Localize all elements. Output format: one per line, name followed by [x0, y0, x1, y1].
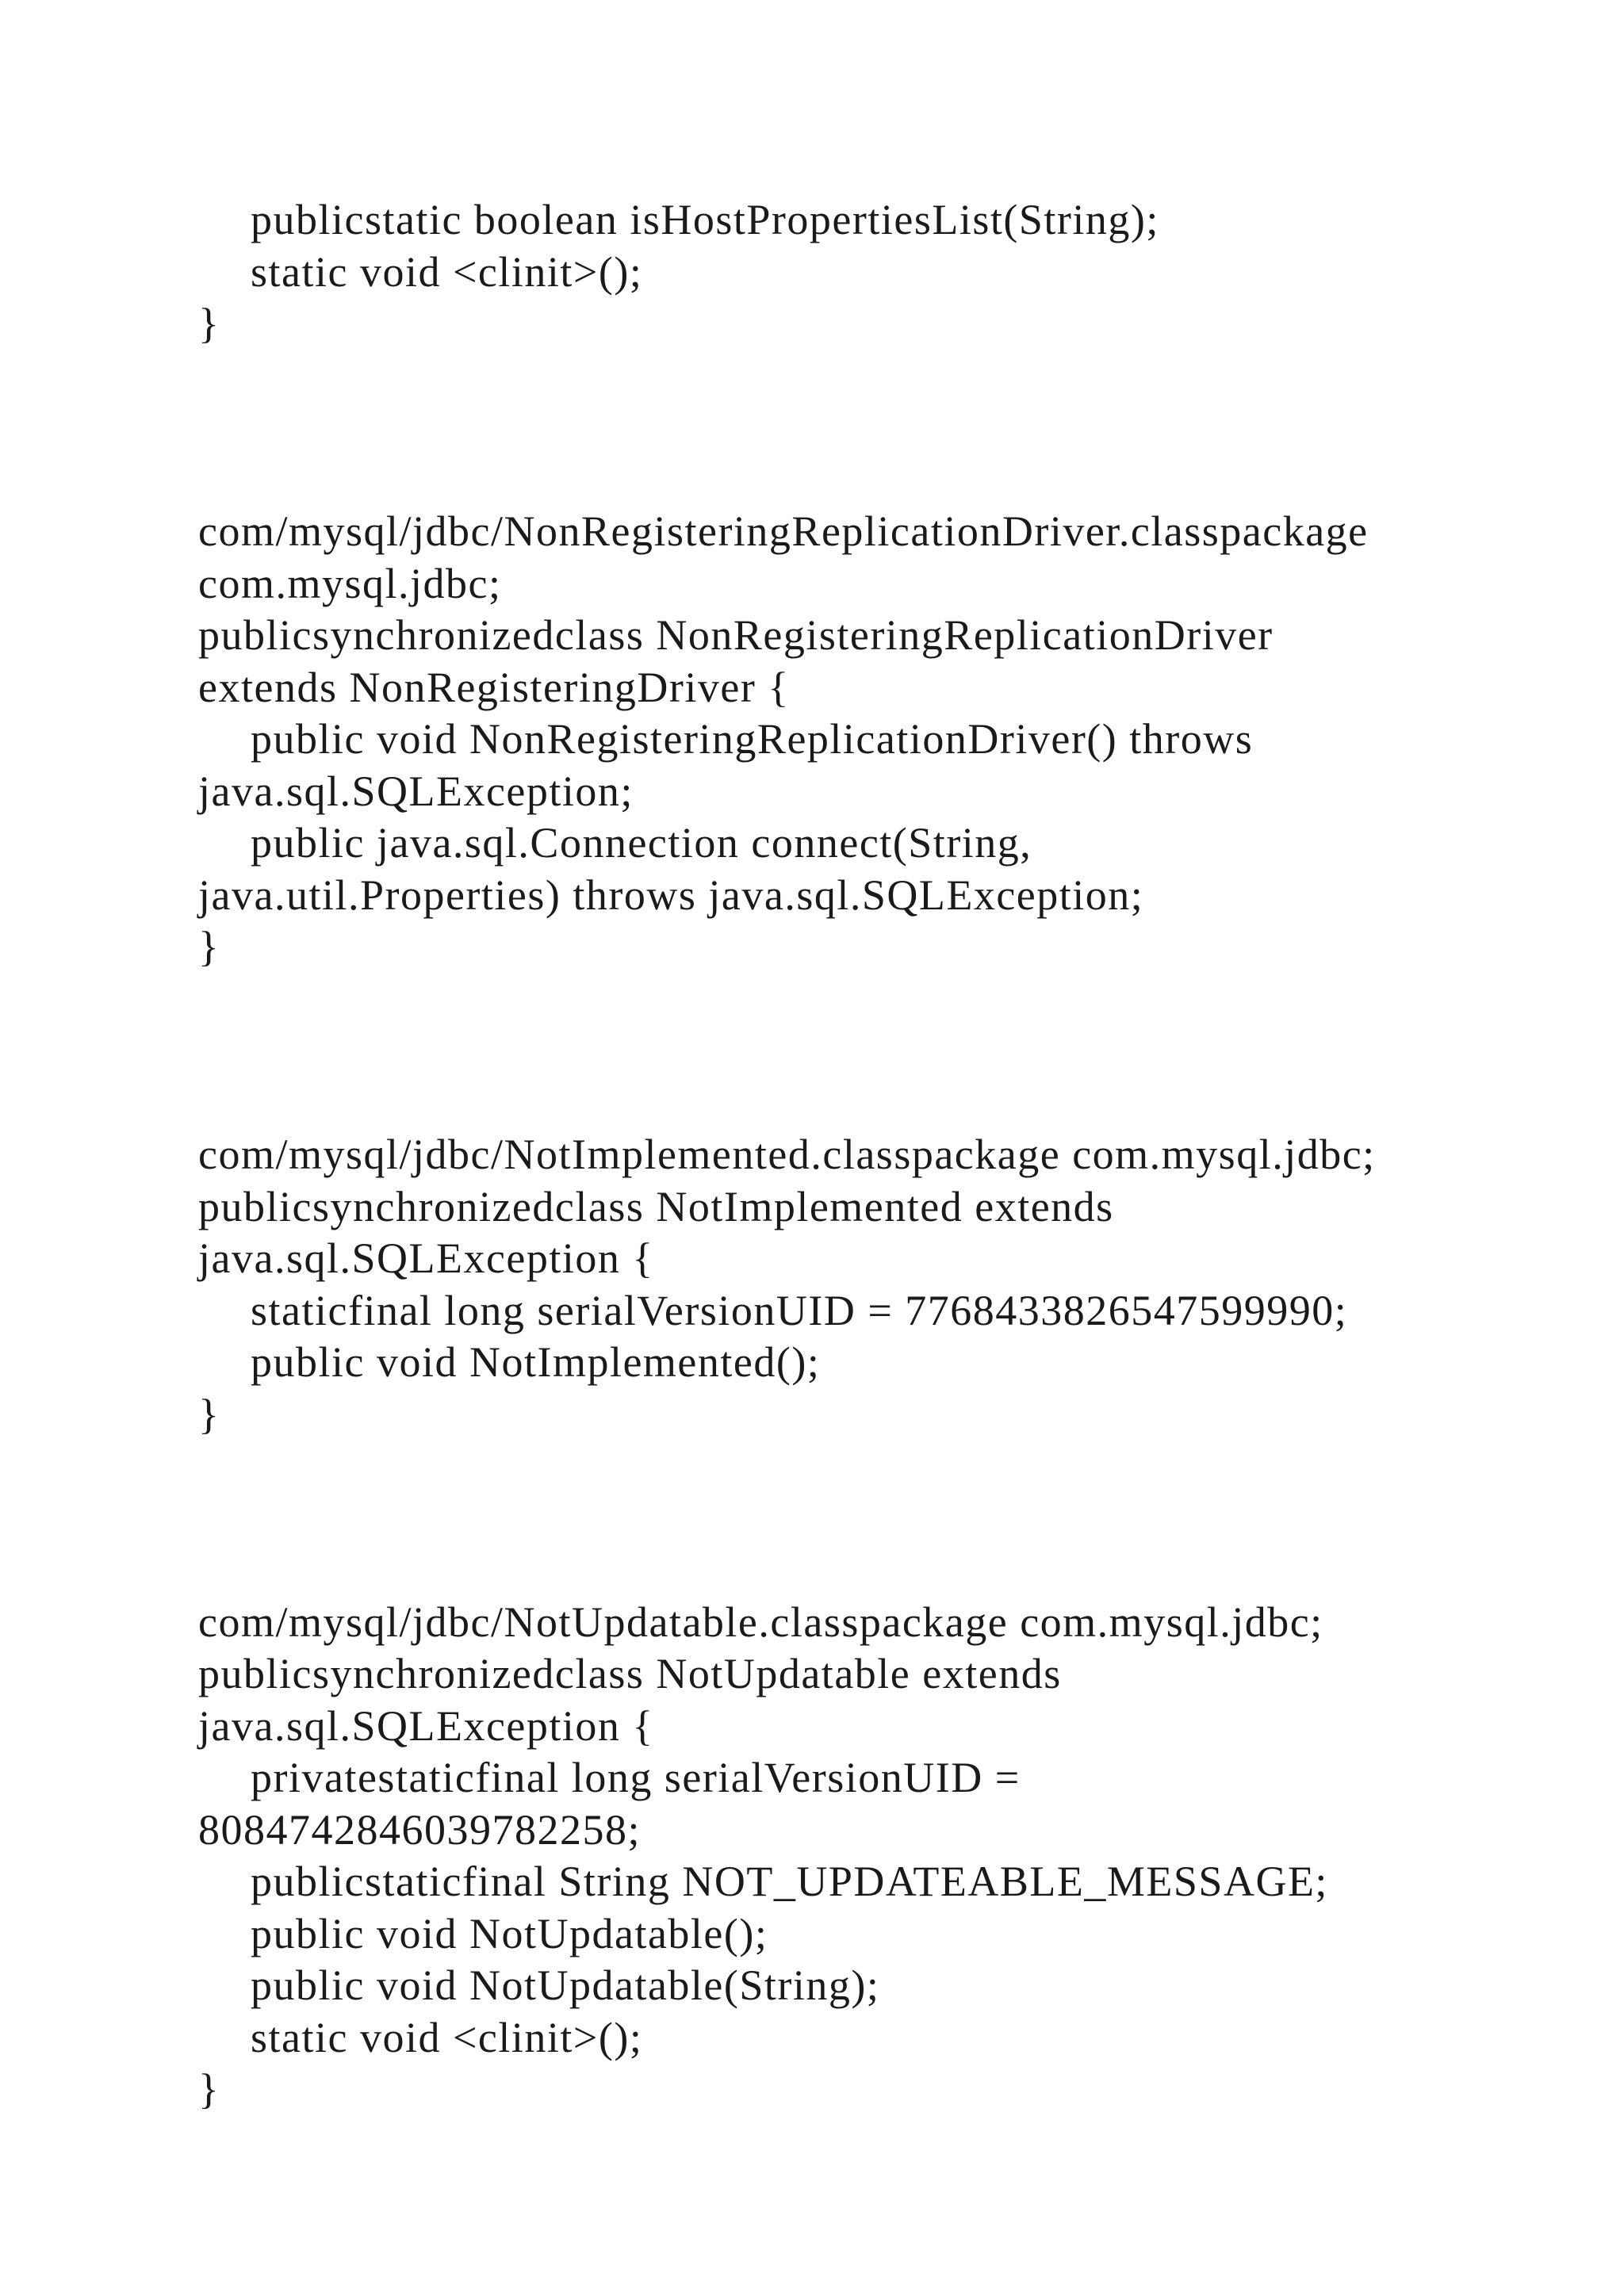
code-line: java.sql.SQLException {	[198, 1701, 654, 1750]
code-line: }	[198, 2065, 220, 2113]
code-line: static void <clinit>();	[251, 247, 643, 296]
code-line: public void NotUpdatable();	[251, 1909, 768, 1957]
code-line: }	[198, 300, 220, 347]
code-line: publicstatic boolean isHostPropertiesList(String);	[251, 196, 1159, 243]
code-line: publicsynchronizedclass NotUpdatable extends	[198, 1650, 1062, 1697]
code-line: staticfinal long serialVersionUID = 7768433826547599990;	[251, 1286, 1348, 1334]
section-spacer	[198, 974, 1499, 1130]
document-body	[198, 194, 1499, 2116]
code-line: com/mysql/jdbc/NonRegisteringReplicationDriver.classpackage	[198, 507, 1369, 555]
code-line: }	[198, 1390, 220, 1438]
section-spacer	[198, 1441, 1499, 1597]
code-line: publicsynchronizedclass NonRegisteringReplicationDriver	[198, 611, 1274, 659]
code-line: com.mysql.jdbc;	[198, 559, 502, 607]
code-line: public void NonRegisteringReplicationDriver() throws	[251, 715, 1254, 763]
code-line: java.sql.SQLException;	[198, 767, 634, 815]
code-section	[198, 1597, 1499, 2116]
code-section	[198, 506, 1499, 974]
code-line: com/mysql/jdbc/NotImplemented.classpackage com.mysql.jdbc;	[198, 1131, 1376, 1178]
code-line: 8084742846039782258;	[198, 1805, 642, 1854]
code-line: public java.sql.Connection connect(String,	[251, 819, 1032, 867]
code-line: public void NotImplemented();	[251, 1338, 821, 1386]
section-spacer	[198, 350, 1499, 507]
code-line: com/mysql/jdbc/NotUpdatable.classpackage com.mysql.jdbc;	[198, 1598, 1323, 1646]
code-line: java.sql.SQLException {	[198, 1234, 654, 1282]
code-line: }	[198, 923, 220, 970]
code-line: public void NotUpdatable(String);	[251, 1961, 880, 2009]
code-line: privatestaticfinal long serialVersionUID =	[251, 1754, 1021, 1801]
code-line: static void <clinit>();	[251, 2013, 643, 2061]
code-line: publicsynchronizedclass NotImplemented extends	[198, 1182, 1114, 1230]
code-line: extends NonRegisteringDriver {	[198, 663, 790, 711]
code-line: java.util.Properties) throws java.sql.SQLException;	[198, 871, 1144, 919]
code-section	[198, 194, 1499, 350]
code-section	[198, 1129, 1499, 1441]
code-line: publicstaticfinal String NOT_UPDATEABLE_MESSAGE;	[251, 1858, 1328, 1905]
